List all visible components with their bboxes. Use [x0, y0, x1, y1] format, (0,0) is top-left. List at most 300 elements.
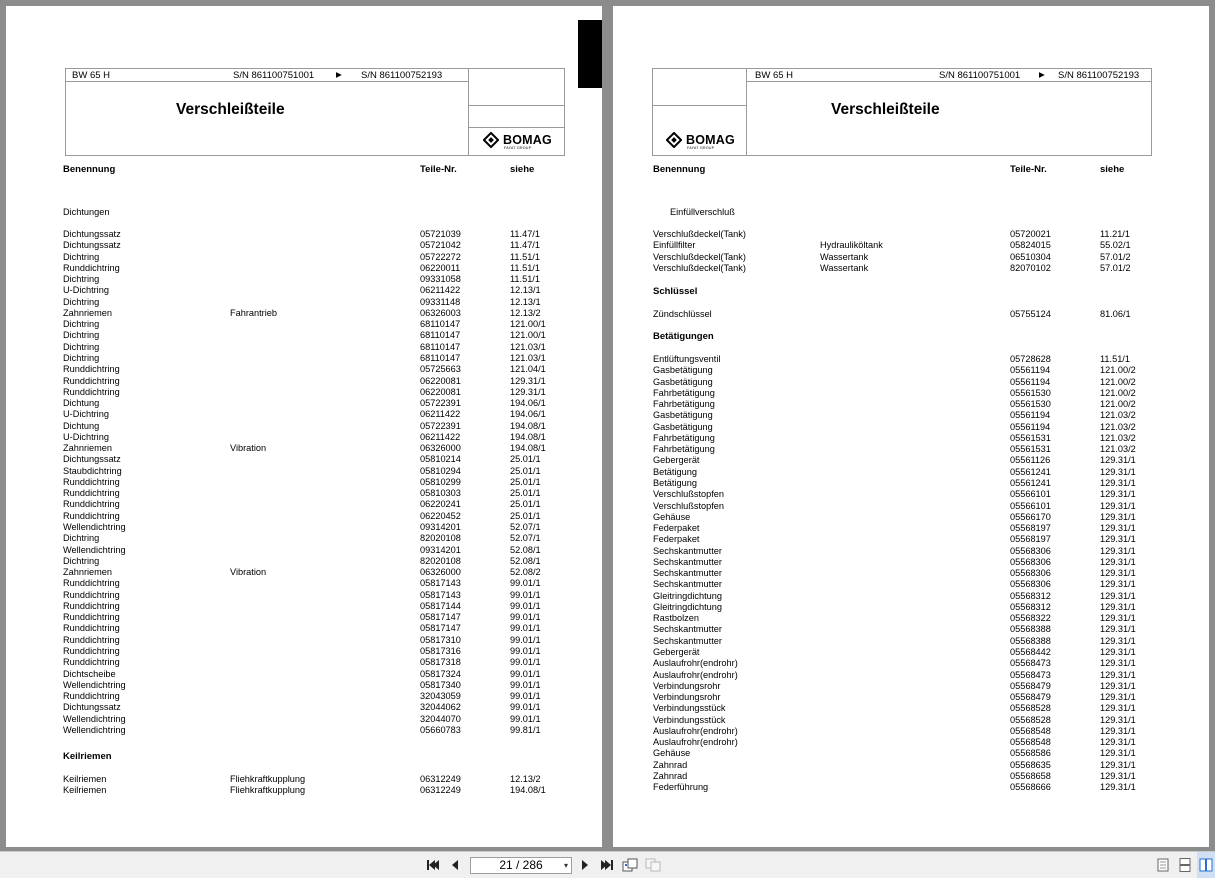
- part-ref: 55.02/1: [1100, 240, 1131, 251]
- part-ref: 194.06/1: [510, 398, 546, 409]
- part-name: Keilriemen: [63, 785, 107, 796]
- part-ref: 129.31/1: [1100, 680, 1136, 691]
- table-row: [613, 703, 1209, 714]
- part-number: 05568306: [1010, 556, 1051, 567]
- part-name: Dichtungssatz: [63, 240, 121, 251]
- part-name: Dichtring: [63, 319, 100, 330]
- single-page-icon[interactable]: [1154, 852, 1172, 878]
- part-name: Wellendichtring: [63, 724, 126, 735]
- part-ref: 25.01/1: [510, 510, 541, 521]
- part-name: Auslaufrohr(endrohr): [653, 669, 738, 680]
- table-row: [613, 433, 1209, 444]
- part-name: Sechskantmutter: [653, 568, 722, 579]
- part-name: Dichtungssatz: [63, 454, 121, 465]
- rotate-icon[interactable]: [621, 852, 639, 878]
- col-benennung: Benennung: [63, 164, 116, 175]
- part-number: 05568442: [1010, 647, 1051, 658]
- part-number: 32044070: [420, 713, 461, 724]
- part-name: Verbindungsstück: [653, 714, 726, 725]
- part-number: 05568635: [1010, 759, 1051, 770]
- part-number: 05817143: [420, 589, 461, 600]
- part-number: 05561194: [1010, 421, 1051, 432]
- part-ref: 129.31/1: [1100, 556, 1136, 567]
- part-number: 05566101: [1010, 500, 1051, 511]
- part-ref: 129.31/1: [1100, 714, 1136, 725]
- part-ref: 99.01/1: [510, 645, 541, 656]
- parts-list-keilriemen: [6, 6, 602, 847]
- document-page-right: BW 65 H S/N 861100751001 ▶ S/N 861100752193 Verschleißteile BOMAG FAYAT GROUP Benennung Teile-Nr. siehe Einfüllverschluß Verschlußdeckel(Tank) 05720021 11.21/1 Einfüllfilter Hydrauliköltank 05824015 55.02/1 Verschlußdeckel(Tank) Wassertank 06510304 57.01/2 Verschlußdeckel(Tank) Wassertank 82070102 57.01/2 Schlüssel Zündschlüssel 05755124 81.06/1 Betätigungen Entlüftungsventil 05728628 11.51/1 Gasbetätigung 05561194 121.00/2 Gasbetätigung 05561194 121.00/2 Fahrbetätigung 05561530 121.00/2 Fahrbetätigung 05561530 121.00/2 Gasbetätigung 05561194 121.03/2 Gasbetätigung 05561194 121.03/2 Fahrbetätigung 05561531 121.03/2 Fahrbetätigung 05561531 121.03/2 Gebergerät 05561126 129.31/1 Betätigung 05561241 129.31/1 Betätigung 05561241 129.31/1 Verschlußstopfen 05566101 129.31/1 Verschlußstopfen 05566101 129.31/1 Gehäuse 05566170 129.31/1 Federpaket 05568197 129.31/1 Federpaket 05568197 129.31/1 Sechskantmutter 05568306 129.31/1 Sechskantmutter 05568306 129.31/1 Sechskantmutter 05568306 129.31/1 Sechskantmutter 05568306 129.31/1 Gleitringdichtung 05568312 129.31/1 Gleitringdichtung 05568312 129.31/1 Rastbolzen 05568322 129.31/1 Sechskantmutter 05568388 129.31/1 Sechskantmutter 05568388 129.31/1 Gebergerät 05568442 129.31/1 Auslaufrohr(endrohr) 05568473 129.31/1 Auslaufrohr(endrohr) 05568473 129.31/1 Verbindungsrohr 05568479 129.31/1 Verbindungsrohr 05568479 129.31/1 Verbindungsstück 05568528 129.31/1 Verbindungsstück 05568528 129.31/1 Auslaufrohr(endrohr) 05568548 129.31/1 Auslaufrohr(endrohr) 05568548 129.31/1 Gehäuse 05568586 129.31/1 Zahnrad 05568635 129.31/1 Zahnrad 05568658 129.31/1 Federführung 05568666 129.31/1: [613, 6, 1209, 847]
- part-number: 05561241: [1010, 477, 1051, 488]
- part-name: Dichtring: [63, 274, 100, 285]
- part-ref: 121.04/1: [510, 364, 546, 375]
- part-number: 09331148: [420, 296, 461, 307]
- part-ref: 129.31/1: [1100, 477, 1136, 488]
- part-number: 05568666: [1010, 782, 1051, 793]
- part-name: Sechskantmutter: [653, 556, 722, 567]
- part-ref: 12.13/1: [510, 296, 541, 307]
- part-ref: 121.00/2: [1100, 399, 1136, 410]
- part-note: Vibration: [230, 443, 267, 454]
- part-ref: 129.31/1: [1100, 635, 1136, 646]
- part-ref: 194.08/1: [510, 420, 546, 431]
- part-number: 05824015: [1010, 240, 1051, 251]
- col-siehe: siehe: [510, 164, 535, 175]
- part-ref: 121.03/1: [510, 352, 546, 363]
- part-number: 82020108: [420, 555, 461, 566]
- part-number: 05561194: [1010, 365, 1051, 376]
- part-name: Fahrbetätigung: [653, 432, 715, 443]
- table-row: [613, 478, 1209, 489]
- part-name: Zündschlüssel: [653, 309, 712, 319]
- part-number: 05817316: [420, 645, 461, 656]
- table-row: [613, 771, 1209, 782]
- part-ref: 129.31/1: [1100, 692, 1136, 703]
- part-name: U-Dichtring: [63, 409, 109, 420]
- part-number: 06211422: [420, 409, 461, 420]
- two-page-icon[interactable]: [1197, 852, 1215, 878]
- part-ref: 12.13/1: [510, 285, 541, 296]
- part-name: Runddichtring: [63, 589, 120, 600]
- table-row: [613, 568, 1209, 579]
- table-row: [613, 523, 1209, 534]
- table-row: [613, 579, 1209, 590]
- part-ref: 25.01/1: [510, 488, 541, 499]
- part-name: Verbindungsrohr: [653, 692, 721, 703]
- part-number: 06220452: [420, 510, 461, 521]
- part-ref: 57.01/2: [1100, 262, 1131, 273]
- table-row: [613, 748, 1209, 759]
- part-ref: 129.31/1: [1100, 737, 1136, 748]
- part-ref: 99.01/1: [510, 589, 541, 600]
- part-name: Gasbetätigung: [653, 421, 713, 432]
- part-ref: 129.31/1: [1100, 748, 1136, 759]
- table-row: [613, 591, 1209, 602]
- table-row: [613, 557, 1209, 568]
- part-name: Dichtungssatz: [63, 702, 121, 713]
- part-number: 05722272: [420, 251, 461, 262]
- part-name: U-Dichtring: [63, 431, 109, 442]
- part-ref: 99.01/1: [510, 578, 541, 589]
- part-number: 05728628: [1010, 354, 1051, 364]
- part-number: 05568479: [1010, 680, 1051, 691]
- part-name: Runddichtring: [63, 476, 120, 487]
- part-ref: 129.31/1: [510, 375, 546, 386]
- part-ref: 25.01/1: [510, 465, 541, 476]
- part-name: Verschlußdeckel(Tank): [653, 251, 746, 262]
- table-row: [613, 602, 1209, 613]
- part-note: Wassertank: [820, 262, 869, 273]
- table-row: [613, 726, 1209, 737]
- part-ref: 99.01/1: [510, 702, 541, 713]
- part-number: 05568312: [1010, 590, 1051, 601]
- part-name: Runddichtring: [63, 634, 120, 645]
- part-number: 05561531: [1010, 432, 1051, 443]
- part-name: Sechskantmutter: [653, 635, 722, 646]
- part-ref: 194.08/1: [510, 443, 546, 454]
- part-ref: 129.31/1: [1100, 534, 1136, 545]
- part-number: 06326000: [420, 567, 461, 578]
- part-name: Auslaufrohr(endrohr): [653, 658, 738, 669]
- part-ref: 99.01/1: [510, 623, 541, 634]
- page-title: Verschleißteile: [831, 101, 940, 118]
- part-name: Runddichtring: [63, 499, 120, 510]
- sn-from: S/N 861100751001: [939, 70, 1021, 81]
- part-number: 05568388: [1010, 635, 1051, 646]
- part-name: Dichtring: [63, 296, 100, 307]
- table-row: [613, 546, 1209, 557]
- part-number: 05817143: [420, 578, 461, 589]
- part-name: Gehäuse: [653, 511, 691, 522]
- part-name: Dichtring: [63, 555, 100, 566]
- part-ref: 194.06/1: [510, 409, 546, 420]
- chevron-down-icon[interactable]: ▾: [563, 861, 568, 870]
- part-number: 68110147: [420, 319, 461, 330]
- part-name: Wellendichtring: [63, 679, 126, 690]
- col-teilenr: Teile-Nr.: [1010, 164, 1047, 175]
- part-number: 05568197: [1010, 534, 1051, 545]
- part-ref: 11.51/1: [510, 274, 540, 285]
- table-row: [613, 647, 1209, 658]
- part-number: 32043059: [420, 691, 461, 702]
- part-number: 05817147: [420, 612, 461, 623]
- part-number: 05660783: [420, 724, 461, 735]
- part-ref: 129.31/1: [1100, 568, 1136, 579]
- table-row: [613, 534, 1209, 545]
- part-name: Entlüftungsventil: [653, 354, 721, 364]
- part-ref: 121.03/2: [1100, 410, 1136, 421]
- part-number: 06220241: [420, 499, 461, 510]
- part-note: Vibration: [230, 567, 267, 578]
- part-ref: 11.21/1: [1100, 229, 1130, 239]
- part-ref: 129.31/1: [1100, 455, 1136, 466]
- part-name: Runddichtring: [63, 510, 120, 521]
- part-number: 06220081: [420, 386, 461, 397]
- part-number: 06211422: [420, 431, 461, 442]
- part-ref: 129.31/1: [1100, 489, 1136, 500]
- part-name: Runddichtring: [63, 623, 120, 634]
- part-ref: 129.31/1: [1100, 782, 1136, 793]
- part-number: 05810294: [420, 465, 461, 476]
- part-number: 05561530: [1010, 387, 1051, 398]
- part-name: Federpaket: [653, 534, 700, 545]
- part-name: Gebergerät: [653, 647, 700, 658]
- next-page-icon[interactable]: [578, 852, 592, 878]
- part-number: 05568322: [1010, 613, 1051, 624]
- part-number: 05817340: [420, 679, 461, 690]
- table-row: [613, 658, 1209, 669]
- part-ref: 99.01/1: [510, 668, 541, 679]
- part-name: Verschlußstopfen: [653, 489, 724, 500]
- part-name: Runddichtring: [63, 600, 120, 611]
- table-row: [6, 774, 602, 785]
- part-name: Gasbetätigung: [653, 410, 713, 421]
- part-name: Sechskantmutter: [653, 624, 722, 635]
- part-number: 06220011: [420, 262, 461, 273]
- model-label: BW 65 H: [755, 70, 794, 81]
- table-row: [613, 670, 1209, 681]
- part-ref: 129.31/1: [1100, 511, 1136, 522]
- part-number: 05568306: [1010, 568, 1051, 579]
- part-ref: 11.47/1: [510, 240, 540, 251]
- part-number: 05810303: [420, 488, 461, 499]
- part-name: Sechskantmutter: [653, 579, 722, 590]
- part-note: Hydrauliköltank: [820, 240, 883, 251]
- part-name: Dichtscheibe: [63, 668, 116, 679]
- part-ref: 129.31/1: [1100, 579, 1136, 590]
- part-name: Wellendichtring: [63, 544, 126, 555]
- table-row: [613, 501, 1209, 512]
- col-siehe: siehe: [1100, 164, 1125, 175]
- part-ref: 129.31/1: [1100, 759, 1136, 770]
- part-number: 05568312: [1010, 601, 1051, 612]
- part-number: 05755124: [1010, 309, 1051, 319]
- part-name: Gleitringdichtung: [653, 601, 722, 612]
- part-name: Auslaufrohr(endrohr): [653, 725, 738, 736]
- part-ref: 121.00/2: [1100, 376, 1136, 387]
- part-number: 09314201: [420, 522, 461, 533]
- part-name: Runddichtring: [63, 578, 120, 589]
- copy-icon[interactable]: [644, 852, 662, 878]
- part-ref: 11.47/1: [510, 229, 540, 239]
- part-ref: 129.31/1: [1100, 658, 1136, 669]
- page-number-input[interactable]: [470, 857, 572, 874]
- table-row: [613, 624, 1209, 635]
- part-name: Gehäuse: [653, 748, 691, 759]
- part-name: Runddichtring: [63, 364, 120, 375]
- part-ref: 81.06/1: [1100, 309, 1131, 319]
- part-number: 05568548: [1010, 737, 1051, 748]
- part-ref: 11.51/1: [1100, 354, 1130, 364]
- part-note: Fliehkraftkupplung: [230, 774, 306, 784]
- part-number: 82070102: [1010, 262, 1051, 273]
- table-row: [613, 455, 1209, 466]
- part-number: 09331058: [420, 274, 461, 285]
- part-number: 05721039: [420, 229, 461, 239]
- part-ref: 11.51/1: [510, 251, 540, 262]
- part-number: 05568528: [1010, 703, 1051, 714]
- part-name: Keilriemen: [63, 774, 107, 784]
- table-row: [613, 365, 1209, 376]
- part-ref: 129.31/1: [1100, 545, 1136, 556]
- part-name: Runddichtring: [63, 488, 120, 499]
- part-name: Einfüllfilter: [653, 240, 696, 251]
- first-page-icon[interactable]: [424, 852, 442, 878]
- part-name: Runddichtring: [63, 375, 120, 386]
- table-row: [613, 467, 1209, 478]
- part-ref: 52.08/1: [510, 555, 541, 566]
- table-row: [6, 785, 602, 796]
- part-name: Federpaket: [653, 523, 700, 534]
- part-ref: 129.31/1: [1100, 725, 1136, 736]
- bomag-logo: BOMAG FAYAT GROUP: [666, 132, 735, 148]
- part-number: 05566101: [1010, 489, 1051, 500]
- part-name: Verbindungsstück: [653, 703, 726, 714]
- part-name: Gleitringdichtung: [653, 590, 722, 601]
- prev-page-icon[interactable]: [447, 852, 463, 878]
- part-name: Dichtring: [63, 330, 100, 341]
- bomag-logo: BOMAG FAYAT GROUP: [483, 132, 552, 148]
- sn-arrow-icon: ▶: [1039, 70, 1045, 79]
- col-teilenr: Teile-Nr.: [420, 164, 457, 175]
- part-ref: 99.01/1: [510, 600, 541, 611]
- part-number: 05568197: [1010, 523, 1051, 534]
- part-ref: 121.00/2: [1100, 387, 1136, 398]
- part-ref: 52.07/1: [510, 533, 541, 544]
- part-ref: 121.03/1: [510, 341, 546, 352]
- part-ref: 129.31/1: [1100, 770, 1136, 781]
- part-number: 68110147: [420, 341, 461, 352]
- table-row: [613, 760, 1209, 771]
- part-ref: 129.31/1: [1100, 590, 1136, 601]
- part-number: 05568388: [1010, 624, 1051, 635]
- part-note: Fliehkraftkupplung: [230, 785, 306, 796]
- document-page-left: BW 65 H S/N 861100751001 ▶ S/N 861100752193 Verschleißteile BOMAG FAYAT GROUP Benennung Teile-Nr. siehe Dichtungen Dichtungssatz 05721039 11.47/1 Dichtungssatz 05721042 11.47/1 Dichtring 05722272 11.51/1 Runddichtring 06220011 11.51/1 Dichtring 09331058 11.51/1 U-Dichtring 06211422 12.13/1 Dichtring 09331148 12.13/1 Zahnriemen Fahrantrieb 06326003 12.13/2 Dichtring 68110147 121.00/1 Dichtring 68110147 121.00/1 Dichtring 68110147 121.03/1 Dichtring 68110147 121.03/1 Runddichtring 05725663 121.04/1 Runddichtring 06220081 129.31/1 Runddichtring 06220081 129.31/1 Dichtung 05722391 194.06/1 U-Dichtring 06211422 194.06/1 Dichtung 05722391 194.08/1 U-Dichtring 06211422 194.08/1 Zahnriemen Vibration 06326000 194.08/1 Dichtungssatz 05810214 25.01/1 Staubdichtring 05810294 25.01/1 Runddichtring 05810299 25.01/1 Runddichtring 05810303 25.01/1 Runddichtring 06220241 25.01/1 Runddichtring 06220452 25.01/1 Wellendichtring 09314201 52.07/1 Dichtring 82020108 52.07/1 Wellendichtring 09314201 52.08/1 Dichtring 82020108 52.08/1 Zahnriemen Vibration 06326000 52.08/2 Runddichtring 05817143 99.01/1 Runddichtring 05817143 99.01/1 Runddichtring 05817144 99.01/1 Runddichtring 05817147 99.01/1 Runddichtring 05817147 99.01/1 Runddichtring 05817310 99.01/1 Runddichtring 05817316 99.01/1 Runddichtring 05817318 99.01/1 Dichtscheibe 05817324 99.01/1 Wellendichtring 05817340 99.01/1 Runddichtring 32043059 99.01/1 Dichtungssatz 32044062 99.01/1 Wellendichtring 32044070 99.01/1 Wellendichtring 05660783 99.81/1 Keilriemen Keilriemen Fliehkraftkupplung 06312249 12.13/2 Keilriemen Fliehkraftkupplung 06312249 194.08/1: [6, 6, 602, 847]
- continuous-icon[interactable]: [1176, 852, 1194, 878]
- page-indicator: 21 / 286: [499, 858, 543, 872]
- table-row: [613, 388, 1209, 399]
- part-name: Verschlußdeckel(Tank): [653, 229, 746, 239]
- part-ref: 129.31/1: [1100, 647, 1136, 658]
- part-ref: 99.01/1: [510, 679, 541, 690]
- part-name: Zahnriemen: [63, 307, 113, 318]
- part-number: 06326003: [420, 307, 461, 318]
- part-name: Zahnriemen: [63, 567, 113, 578]
- part-number: 05561241: [1010, 466, 1051, 477]
- model-label: BW 65 H: [72, 70, 111, 81]
- sn-from: S/N 861100751001: [233, 70, 315, 81]
- part-number: 05568586: [1010, 748, 1051, 759]
- part-name: Dichtungssatz: [63, 229, 121, 239]
- part-number: 05817147: [420, 623, 461, 634]
- table-row: [613, 489, 1209, 500]
- part-number: 05721042: [420, 240, 461, 251]
- part-ref: 25.01/1: [510, 499, 541, 510]
- part-ref: 194.08/1: [510, 785, 546, 796]
- part-number: 05722391: [420, 398, 461, 409]
- table-row: [613, 636, 1209, 647]
- part-name: Rastbolzen: [653, 613, 699, 624]
- part-name: Dichtung: [63, 420, 100, 431]
- part-ref: 129.31/1: [1100, 613, 1136, 624]
- part-ref: 52.08/1: [510, 544, 541, 555]
- part-ref: 57.01/2: [1100, 251, 1131, 262]
- viewer-toolbar: [0, 851, 1215, 878]
- part-name: Runddichtring: [63, 657, 120, 668]
- page-title: Verschleißteile: [176, 101, 285, 118]
- part-number: 05810214: [420, 454, 461, 465]
- part-number: 05817144: [420, 600, 461, 611]
- part-ref: 129.31/1: [1100, 624, 1136, 635]
- part-number: 06312249: [420, 774, 461, 784]
- table-row: [613, 377, 1209, 388]
- part-name: Sechskantmutter: [653, 545, 722, 556]
- part-number: 05568658: [1010, 770, 1051, 781]
- part-number: 06211422: [420, 285, 461, 296]
- part-ref: 12.13/2: [510, 774, 541, 784]
- part-name: Auslaufrohr(endrohr): [653, 737, 738, 748]
- part-name: Runddichtring: [63, 691, 120, 702]
- part-name: Staubdichtring: [63, 465, 122, 476]
- part-note: Wassertank: [820, 251, 869, 262]
- table-row: [613, 422, 1209, 433]
- table-row: [613, 715, 1209, 726]
- part-ref: 121.00/1: [510, 319, 546, 330]
- part-ref: 99.01/1: [510, 657, 541, 668]
- part-ref: 12.13/2: [510, 307, 541, 318]
- part-name: Betätigung: [653, 466, 697, 477]
- part-name: Dichtring: [63, 251, 100, 262]
- part-ref: 121.00/1: [510, 330, 546, 341]
- sn-arrow-icon: ▶: [336, 70, 342, 79]
- part-name: Zahnrad: [653, 770, 688, 781]
- part-name: Zahnriemen: [63, 443, 113, 454]
- part-number: 09314201: [420, 544, 461, 555]
- parts-list-betaetigungen: [613, 6, 1209, 847]
- part-name: Runddichtring: [63, 645, 120, 656]
- part-number: 06312249: [420, 785, 461, 796]
- part-ref: 99.81/1: [510, 724, 541, 735]
- part-number: 05817310: [420, 634, 461, 645]
- part-name: Dichtring: [63, 533, 100, 544]
- part-name: Dichtung: [63, 398, 100, 409]
- part-name: Federführung: [653, 782, 709, 793]
- part-ref: 99.01/1: [510, 634, 541, 645]
- part-number: 05561126: [1010, 455, 1051, 466]
- part-name: Verschlußdeckel(Tank): [653, 262, 746, 273]
- part-name: Dichtring: [63, 352, 100, 363]
- table-row: [613, 613, 1209, 624]
- part-number: 06510304: [1010, 251, 1051, 262]
- table-row: [613, 354, 1209, 365]
- table-row: [613, 737, 1209, 748]
- part-name: Betätigung: [653, 477, 697, 488]
- part-number: 82020108: [420, 533, 461, 544]
- part-name: Fahrbetätigung: [653, 444, 715, 455]
- part-ref: 129.31/1: [1100, 703, 1136, 714]
- part-ref: 99.01/1: [510, 691, 541, 702]
- part-number: 05810299: [420, 476, 461, 487]
- last-page-icon[interactable]: [598, 852, 616, 878]
- part-ref: 129.31/1: [1100, 523, 1136, 534]
- part-number: 05720021: [1010, 229, 1051, 239]
- part-ref: 99.01/1: [510, 713, 541, 724]
- table-row: [613, 410, 1209, 421]
- part-number: 05568306: [1010, 579, 1051, 590]
- part-number: 05568528: [1010, 714, 1051, 725]
- part-name: Verschlußstopfen: [653, 500, 724, 511]
- sn-to: S/N 861100752193: [1058, 70, 1140, 81]
- table-row: [613, 692, 1209, 703]
